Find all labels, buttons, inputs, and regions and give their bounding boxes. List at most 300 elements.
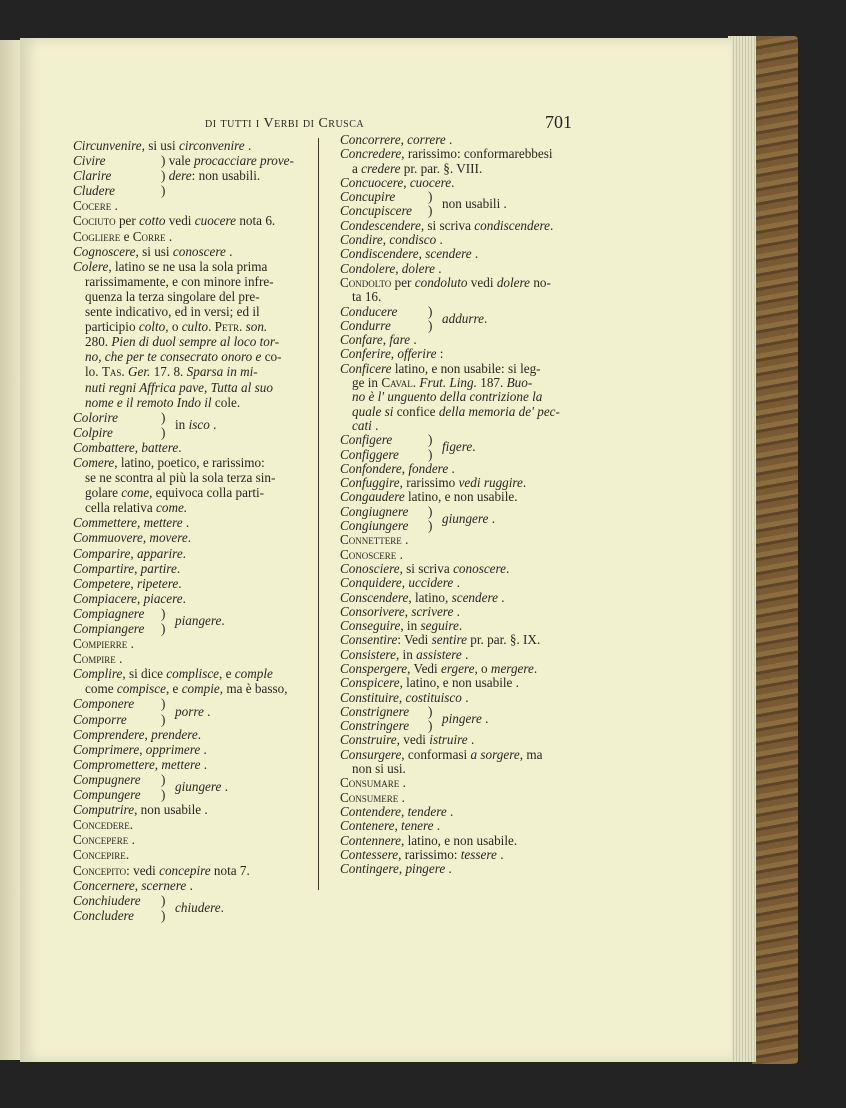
text-segment: . (451, 174, 455, 190)
entry-line (73, 259, 318, 274)
text-segment: . (481, 711, 489, 727)
text-segment: , si scriva (399, 560, 454, 576)
text-segment: , (134, 560, 141, 576)
entry-line (340, 691, 600, 705)
text-segment: , si scriva (420, 217, 475, 233)
bracket-heads (73, 606, 171, 636)
text-segment: , (130, 545, 137, 561)
text-segment: Concredere (340, 146, 402, 162)
bracket-head-row (73, 787, 171, 802)
text-segment: istruire (429, 732, 468, 748)
text-segment: , ma è basso, (219, 681, 288, 697)
text-segment: , (154, 756, 162, 772)
bracket-head-row (340, 433, 438, 447)
headword: Configere (340, 432, 393, 448)
text-segment: . (165, 228, 173, 244)
text-segment: Concepito (73, 862, 127, 878)
text-segment: . (446, 803, 454, 819)
text-segment: Cocere (73, 198, 112, 214)
bracket: ) (161, 787, 166, 803)
text-segment: . (461, 689, 469, 705)
text-segment: apparire (137, 545, 183, 561)
text-segment: compisce (116, 681, 166, 697)
text-segment: , vedi (396, 732, 430, 748)
text-segment: piacere (143, 590, 183, 606)
entry-line (340, 748, 600, 762)
text-segment: Comprimere (73, 741, 140, 757)
text-segment: . (129, 817, 134, 833)
text-segment: Constituire (340, 689, 399, 705)
text-segment: Sparsa in mi- (186, 364, 258, 380)
bracket: ) (428, 432, 433, 448)
entry-line (73, 470, 318, 485)
headword: Compungere (73, 787, 141, 803)
text-segment: Conscendere (340, 589, 409, 605)
text-segment: giungere (442, 510, 489, 526)
column-divider (318, 138, 319, 890)
text-segment: , in (395, 646, 417, 662)
text-segment: isco (188, 417, 210, 433)
text-segment: : (436, 346, 444, 362)
text-segment: , rarissimo: conformarebbesi (401, 146, 553, 162)
text-segment: 17. 8. (150, 364, 187, 380)
text-segment: quenza la terza singolare del pre- (85, 288, 260, 304)
text-segment: 280. (85, 334, 112, 350)
text-segment: condoluto (414, 274, 468, 290)
text-segment: in (175, 417, 189, 433)
text-segment: complisce (166, 666, 220, 682)
text-segment: Conquidere (340, 575, 402, 591)
text-segment: , (401, 803, 408, 819)
bracket-head-row (73, 893, 171, 908)
entry-line (340, 462, 600, 476)
text-segment: , o (474, 660, 491, 676)
left-column (73, 138, 318, 923)
entry-line (73, 636, 318, 651)
previous-page-edge (0, 40, 22, 1060)
text-segment: non si usi. (352, 761, 406, 777)
headword: Colpire (73, 424, 113, 440)
bracketed-entry (340, 433, 600, 462)
text-segment: . (125, 847, 130, 863)
bracket-head-row (340, 204, 438, 218)
shared-definition (171, 417, 216, 432)
text-segment: confice (393, 403, 439, 419)
text-segment: mettere (161, 756, 201, 772)
text-segment: . (522, 475, 527, 491)
text-segment: Cognoscere (73, 243, 136, 259)
entry-line (340, 791, 600, 805)
text-segment: ) vale (161, 153, 194, 169)
text-segment: a (352, 160, 362, 176)
bracket-head-row (340, 505, 438, 519)
text-segment: Tas. (101, 364, 125, 380)
running-title: di tutti i Verbi di Crusca (205, 116, 365, 131)
text-segment: golare (85, 485, 122, 501)
entry-line (73, 576, 318, 591)
text-segment: Concorrere (340, 132, 401, 147)
text-segment: , conformasi (401, 746, 471, 762)
text-segment: tessere (460, 846, 497, 862)
text-segment: come (85, 681, 117, 697)
headword: Congiugnere (340, 503, 409, 519)
entry-line (340, 476, 600, 490)
entry-line (340, 276, 600, 290)
text-segment: . (182, 590, 186, 606)
text-segment: sente indicativo, ed in versi; ed il (85, 304, 260, 320)
text-segment: , (404, 603, 412, 619)
text-segment: . (448, 460, 455, 476)
text-segment: . (453, 603, 460, 619)
text-segment: no è l' unguento della contrizione la (352, 389, 543, 405)
entry-line (340, 676, 600, 690)
entry-line (340, 662, 600, 676)
text-segment: ergere (440, 660, 475, 676)
text-segment: Consurgere (340, 746, 402, 762)
text-segment: Contendere (340, 803, 402, 819)
text-segment: , rarissimo (399, 475, 459, 491)
text-segment: participio (85, 319, 139, 335)
page-edges (728, 36, 756, 1062)
text-segment: costituisco (405, 689, 462, 705)
text-segment: offerire (397, 346, 437, 362)
text-segment: battere (141, 439, 179, 455)
text-segment: Pien di duol sempre al loco tor- (111, 334, 280, 350)
bracket-head-row (73, 908, 171, 923)
text-segment: opprimere (145, 741, 201, 757)
entry-line (340, 219, 600, 233)
text-segment: se ne scontra al più la sola terza sin- (85, 470, 276, 486)
entry-line (340, 133, 600, 147)
headword: Compugnere (73, 771, 141, 787)
text-segment: vedi (467, 274, 497, 290)
text-segment: . (203, 704, 211, 720)
entry-line (73, 304, 318, 319)
text-segment: Commuovere (73, 530, 143, 546)
shared-definition (171, 613, 225, 628)
text-segment: , latino, (408, 589, 452, 605)
text-segment: . (467, 732, 475, 748)
shared-definition (438, 312, 487, 326)
entry-line (73, 244, 318, 259)
text-segment: Confondere (340, 460, 402, 476)
text-segment: Condire (340, 232, 383, 248)
entry-line (340, 533, 600, 547)
entry-line (73, 183, 318, 198)
text-segment: colto (138, 319, 166, 335)
headword: Civire (73, 153, 106, 169)
bracket: ) (161, 892, 166, 908)
text-segment: culto (181, 319, 209, 335)
text-segment: condisco (389, 232, 437, 248)
text-segment: Confuggire (340, 475, 400, 491)
entry-line (340, 776, 600, 790)
text-segment: figere (442, 439, 473, 455)
bracket-head-row (73, 410, 171, 425)
text-segment: . (549, 217, 554, 233)
text-segment: Combattere (73, 439, 135, 455)
shared-definition (171, 704, 210, 719)
text-segment: della memoria de' pec- (438, 403, 560, 419)
text-segment: Competere (73, 575, 131, 591)
headword: Constrignere (340, 703, 410, 719)
text-segment: Compromettere (73, 756, 155, 772)
bracket-heads (340, 705, 438, 734)
text-segment: sentire (431, 632, 467, 648)
bracketed-entry (73, 410, 318, 440)
bracket-head-row (73, 712, 171, 727)
text-segment: Congaudere (340, 489, 405, 505)
text-segment: . (472, 439, 476, 455)
entry-line (73, 546, 318, 561)
bracket-heads (73, 893, 171, 923)
entry-line (340, 834, 600, 848)
entry-line (340, 376, 600, 390)
entry-line (73, 591, 318, 606)
text-segment: , o (165, 319, 182, 335)
shared-definition (171, 900, 224, 915)
text-segment: son. (245, 319, 268, 335)
text-segment: , (139, 741, 146, 757)
text-segment: Cogliere (73, 228, 121, 244)
bracketed-entry (73, 606, 318, 636)
entry-line (73, 274, 318, 289)
text-segment: Comprendere (73, 726, 145, 742)
text-segment: . (458, 618, 463, 634)
entry-line (340, 333, 600, 347)
text-segment: , si dice (122, 666, 167, 682)
text-segment: come (121, 485, 150, 501)
bracketed-entry (340, 305, 600, 334)
bracket: ) (428, 317, 433, 333)
bracketed-entry (73, 893, 318, 923)
text-segment: , (394, 818, 402, 834)
entry-line (340, 290, 600, 304)
bracket-heads (340, 433, 438, 462)
text-segment: piangere (175, 613, 222, 629)
entry-line (73, 847, 318, 862)
text-segment: , (136, 515, 144, 531)
headword: Congiungere (340, 518, 409, 534)
entry-line (340, 605, 600, 619)
text-segment: Construire (340, 732, 397, 748)
entry-line (73, 440, 318, 455)
headword: Colorire (73, 409, 118, 425)
bracket-head-row (340, 719, 438, 733)
text-segment: , non usabile . (134, 802, 208, 818)
text-segment: . (461, 646, 469, 662)
entry-line (340, 247, 600, 261)
entry-line (340, 548, 600, 562)
book-binding (752, 36, 798, 1064)
text-segment: seguire (420, 618, 459, 634)
text-segment: . (209, 417, 217, 433)
text-segment: , e (219, 666, 235, 682)
bracket-heads (340, 505, 438, 534)
bracket-heads (73, 772, 171, 802)
text-segment: Concuocere (340, 174, 404, 190)
text-segment: Complire (73, 666, 123, 682)
entry-line (340, 648, 600, 662)
text-segment: . (176, 560, 181, 576)
text-segment: prendere (151, 726, 198, 742)
text-segment: , (418, 246, 426, 262)
text-segment: , e (165, 681, 182, 697)
text-segment: ge in (352, 375, 382, 391)
text-segment: Frut. Ling. (419, 375, 477, 391)
text-segment: Petr. (214, 319, 243, 335)
text-segment: , (398, 861, 406, 877)
text-segment: , latino, poetico, e rarissimo: (114, 454, 265, 470)
entry-line (73, 832, 318, 847)
text-segment: Ger. (128, 364, 151, 380)
bracket-head-row (340, 705, 438, 719)
text-segment: . (484, 310, 488, 326)
text-segment: nome e il remoto Indo il (85, 394, 212, 410)
bracketed-entry (73, 772, 318, 802)
text-segment: . (471, 246, 479, 262)
entry-line (340, 819, 600, 833)
text-segment: concepire (159, 862, 211, 878)
entry-line (340, 805, 600, 819)
text-segment: Contessere (340, 846, 399, 862)
text-segment: procacciare prove- (193, 153, 294, 169)
text-segment: nuti regni Affrica pave, Tutta al suo (85, 379, 273, 395)
text-segment: nota 6. (236, 213, 276, 229)
text-segment: : Vedi (397, 632, 432, 648)
headword: Cludere (73, 183, 115, 199)
entry-line (73, 395, 318, 410)
text-segment: porre (175, 704, 204, 720)
text-segment: . (182, 515, 190, 531)
entry-line (73, 817, 318, 832)
text-segment: Conspicere (340, 675, 400, 691)
entry-line (73, 168, 318, 183)
text-segment: cuocere (409, 174, 452, 190)
bracket: ) (161, 621, 166, 636)
entry-line (73, 515, 318, 530)
text-segment: . (111, 198, 118, 214)
text-segment: nota 7. (210, 862, 250, 878)
bracket: ) (161, 696, 166, 712)
text-segment: Confare (340, 332, 383, 348)
text-segment: . (221, 613, 225, 629)
text-segment: cotto (139, 213, 166, 229)
bracketed-entry (340, 705, 600, 734)
text-segment: , (130, 575, 137, 591)
text-segment: a sorgere (470, 746, 520, 762)
text-segment: , (401, 460, 409, 476)
text-segment: , (395, 260, 402, 276)
headword: Concupire (340, 189, 396, 205)
text-segment: latino, e non usabile. (404, 489, 518, 505)
bracket: ) (428, 203, 433, 219)
text-segment: no- (530, 274, 551, 290)
entry-line (73, 666, 318, 681)
shared-definition (171, 779, 228, 794)
text-segment: , ma (519, 746, 543, 762)
text-segment: , (400, 132, 408, 147)
right-column (340, 133, 600, 876)
text-segment: tendere (407, 803, 447, 819)
entry-line (340, 733, 600, 747)
entry-line (340, 490, 600, 504)
bracket: ) (161, 409, 166, 425)
headword: Componere (73, 696, 135, 712)
entry-line (73, 455, 318, 470)
text-segment: Condescendere (340, 217, 421, 233)
text-segment: , latino, e non usabile. (401, 832, 518, 848)
text-segment: partire (140, 560, 177, 576)
text-segment: condiscendere (474, 217, 550, 233)
entry-line (73, 138, 318, 153)
text-segment: , (390, 346, 398, 362)
text-segment: Compire (73, 651, 116, 667)
text-segment: , si usi (135, 243, 173, 259)
text-segment: pr. par. §. IX. (467, 632, 541, 648)
bracket-head-row (73, 696, 171, 711)
entry-line (73, 319, 318, 334)
text-segment: Caval. (381, 375, 417, 391)
text-segment: . (433, 818, 441, 834)
entry-line (340, 405, 600, 419)
text-segment: . (127, 636, 134, 652)
bracket: ) (161, 711, 166, 727)
text-segment: Computrire (73, 802, 135, 818)
text-segment: Consumere (340, 789, 399, 805)
bracket: ) (428, 503, 433, 519)
text-segment: e (120, 228, 133, 244)
text-segment: . (115, 651, 123, 667)
text-segment: Condolere (340, 260, 396, 276)
text-segment: . (187, 530, 192, 546)
entry-line (340, 762, 600, 776)
entry-line (340, 419, 600, 433)
headword: Conducere (340, 303, 398, 319)
text-segment: . (182, 545, 186, 561)
entry-line (73, 213, 318, 228)
bracket-head-row (73, 621, 171, 636)
entry-line (340, 862, 600, 876)
text-segment: . (371, 417, 379, 433)
text-segment: , (382, 232, 390, 248)
text-segment: . (178, 439, 182, 455)
entry-line (73, 364, 318, 379)
text-segment: credere (361, 160, 401, 176)
text-segment: no, che per te consecrato onoro e (85, 349, 262, 365)
text-segment: , (134, 439, 142, 455)
bracket: ) (428, 718, 433, 734)
text-segment: Consistere (340, 646, 396, 662)
text-segment: : non usabili. (191, 168, 261, 184)
text-segment: latino, e non usabile: si leg- (391, 360, 541, 376)
text-segment: Concepere (73, 832, 129, 848)
text-segment: lo. (85, 364, 102, 380)
headword: Concupiscere (340, 203, 413, 219)
text-segment: Consumare (340, 775, 400, 791)
text-segment: comple (234, 666, 273, 682)
text-segment: cole. (211, 394, 241, 410)
text-segment: Conspergere (340, 660, 408, 676)
text-segment: vedi ruggire (458, 475, 523, 491)
text-segment: . (445, 861, 452, 877)
entry-line (73, 500, 318, 515)
text-segment: Commettere (73, 515, 137, 531)
text-segment: . (197, 726, 202, 742)
text-segment: . (434, 260, 442, 276)
text-segment: chiudere (175, 900, 221, 916)
text-segment: per (115, 213, 140, 229)
